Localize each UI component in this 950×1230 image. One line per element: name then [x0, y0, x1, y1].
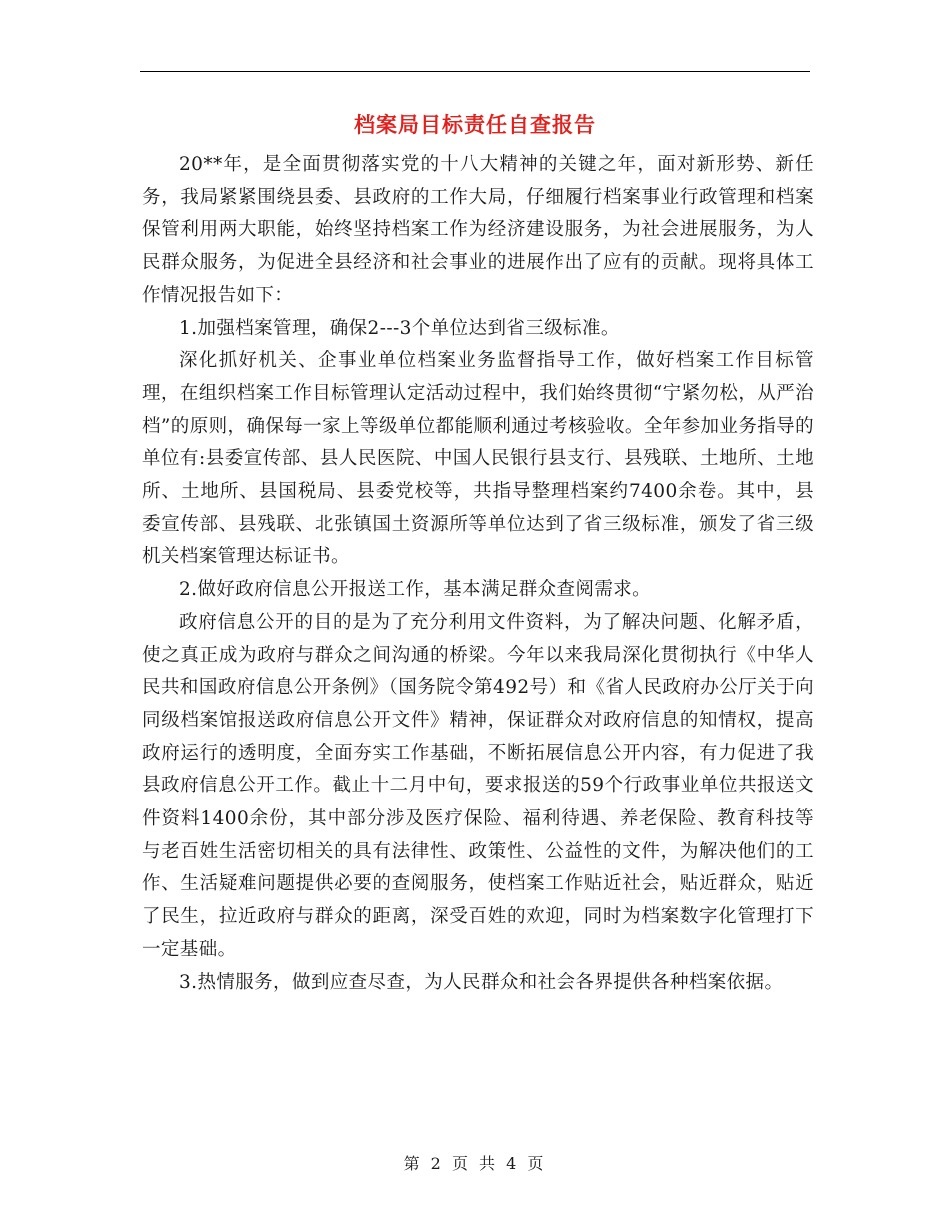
section-heading-1: 1.加强档案管理，确保2---3个单位达到省三级标准。 — [179, 317, 620, 339]
document-title: 档案局目标责任自查报告 — [354, 113, 596, 137]
section-heading-2: 2.做好政府信息公开报送工作，基本满足群众查阅需求。 — [179, 579, 652, 601]
page-number: 第 2 页 共 4 页 — [403, 1154, 547, 1173]
paragraph-section-1: 深化抓好机关、企事业单位档案业务监督指导工作，做好档案工作目标管理，在组织档案工作目标管理认定活动过程中，我们始终贯彻“宁紧勿松，从严治档”的原则，确保每一家上等级单位都能顺利通过考核验收。全年参加业务指导的单位有:县委宣传部、县人民医院、中国人民银行县支行、县残联、土地所、土地所、土地所、县国税局、县委党校等，共指导整理档案约7400余卷。其中，县委宣传部、县残联、北张镇国土资源所等单位达到了省三级标准，颁发了省三级机关档案管理达标证书。 — [142, 350, 814, 568]
section-heading-3: 3.热情服务，做到应查尽查，为人民群众和社会各界提供各种档案依据。 — [179, 971, 784, 993]
paragraph-section-2: 政府信息公开的目的是为了充分利用文件资料，为了解决问题、化解矛盾，使之真正成为政府与群众之间沟通的桥梁。今年以来我局深化贯彻执行《中华人民共和国政府信息公开条例》（国务院令第492号）和《省人民政府办公厅关于向同级档案馆报送政府信息公开文件》精神，保证群众对政府信息的知情权，提高政府运行的透明度，全面夯实工作基础，不断拓展信息公开内容，有力促进了我县政府信息公开工作。截止十二月中旬，要求报送的59个行政事业单位共报送文件资料1400余份，其中部分涉及医疗保险、福利待遇、养老保险、教育科技等与老百姓生活密切相关的具有法律性、政策性、公益性的文件，为解决他们的工作、生活疑难问题提供必要的查阅服务，使档案工作贴近社会，贴近群众，贴近了民生，拉近政府与群众的距离，深受百姓的欢迎，同时为档案数字化管理打下一定基础。 — [142, 611, 814, 960]
paragraph-intro: 20**年，是全面贯彻落实党的十八大精神的关键之年，面对新形势、新任务，我局紧紧围绕县委、县政府的工作大局，仔细履行档案事业行政管理和档案保管利用两大职能，始终坚持档案工作为经济建设服务，为社会进展服务，为人民群众服务，为促进全县经济和社会事业的进展作出了应有的贡献。现将具体工作情况报告如下： — [142, 154, 814, 306]
header-rule — [140, 71, 810, 72]
document-body — [142, 149, 814, 999]
